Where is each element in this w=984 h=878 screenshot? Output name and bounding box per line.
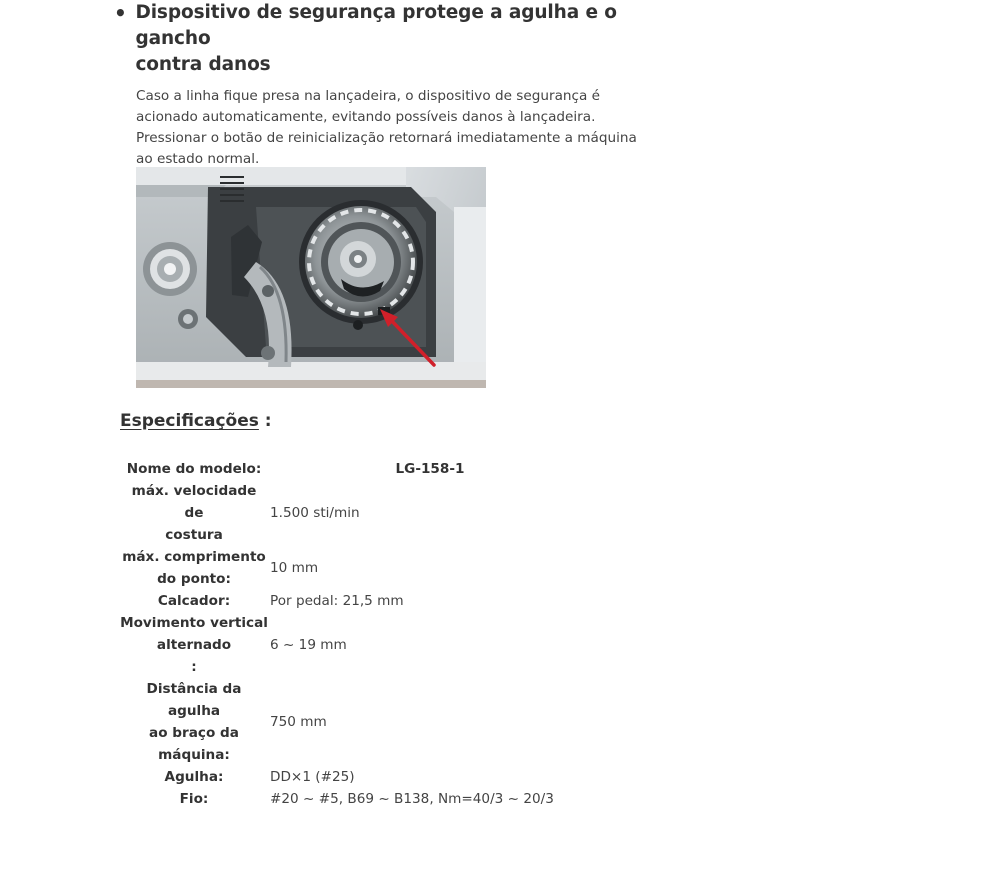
spec-value: LG-158-1 xyxy=(395,461,465,477)
spec-label-line: alternado xyxy=(156,637,232,653)
spec-value: 10 mm xyxy=(270,560,319,576)
spec-label-line: ao braço da xyxy=(149,725,239,741)
spec-row xyxy=(120,458,590,480)
spec-label xyxy=(120,678,268,766)
spec-label-line: Agulha: xyxy=(164,769,224,785)
specs-heading-title: Especificações xyxy=(120,411,259,431)
spec-value: Por pedal: 21,5 mm xyxy=(270,593,404,609)
specs-table xyxy=(120,458,590,810)
spec-label xyxy=(120,546,268,590)
spec-label-line: Nome do modelo: xyxy=(126,461,262,477)
spec-value: DD×1 (#25) xyxy=(270,769,355,785)
spec-value: 6 ~ 19 mm xyxy=(270,637,347,653)
feature-description xyxy=(136,86,684,170)
spec-row xyxy=(120,788,590,810)
specs-heading xyxy=(120,411,272,431)
spec-label xyxy=(120,788,268,810)
spec-row xyxy=(120,678,590,766)
bullet-point: • xyxy=(114,1,127,25)
feature-description-line: ao estado normal. xyxy=(136,151,260,167)
spec-label xyxy=(120,590,268,612)
feature-section xyxy=(114,0,684,170)
feature-title-line: contra danos xyxy=(135,54,271,75)
spec-row xyxy=(120,480,590,546)
spec-row xyxy=(120,546,590,590)
feature-description-line: Caso a linha fique presa na lançadeira, o dispositivo de segurança é xyxy=(136,88,601,104)
spec-label xyxy=(120,766,268,788)
spec-label-line: costura xyxy=(165,527,223,543)
spec-value: #20 ~ #5, B69 ~ B138, Nm=40/3 ~ 20/3 xyxy=(270,791,554,807)
spec-label xyxy=(120,612,268,678)
feature-description-line: acionado automaticamente, evitando possíveis danos à lançadeira. xyxy=(136,109,596,125)
spec-label-line: Calcador: xyxy=(157,593,231,609)
spec-label xyxy=(120,480,268,546)
feature-title-line: Dispositivo de segurança protege a agulha e o gancho xyxy=(135,2,617,49)
spec-label-line: Fio: xyxy=(179,791,209,807)
spec-value: 750 mm xyxy=(270,714,327,730)
spec-label-line: : xyxy=(191,659,197,675)
spec-label-line: máquina: xyxy=(158,747,230,763)
feature-description-line: Pressionar o botão de reinicialização retornará imediatamente a máquina xyxy=(136,130,637,146)
feature-title xyxy=(135,0,684,78)
spec-row xyxy=(120,612,590,678)
feature-heading xyxy=(114,0,684,78)
spec-row xyxy=(120,590,590,612)
spec-label-line: do ponto: xyxy=(157,571,231,587)
spec-value: 1.500 sti/min xyxy=(270,505,360,521)
spec-label-line: máx. velocidade de xyxy=(131,483,257,521)
spec-label-line: Movimento vertical xyxy=(120,615,268,631)
spec-row xyxy=(120,766,590,788)
spec-label-line: máx. comprimento xyxy=(122,549,266,565)
spec-label xyxy=(120,458,268,480)
hook-safety-device-photo xyxy=(136,167,486,388)
specs-heading-colon: : xyxy=(258,411,272,431)
spec-label-line: Distância da agulha xyxy=(146,681,242,719)
